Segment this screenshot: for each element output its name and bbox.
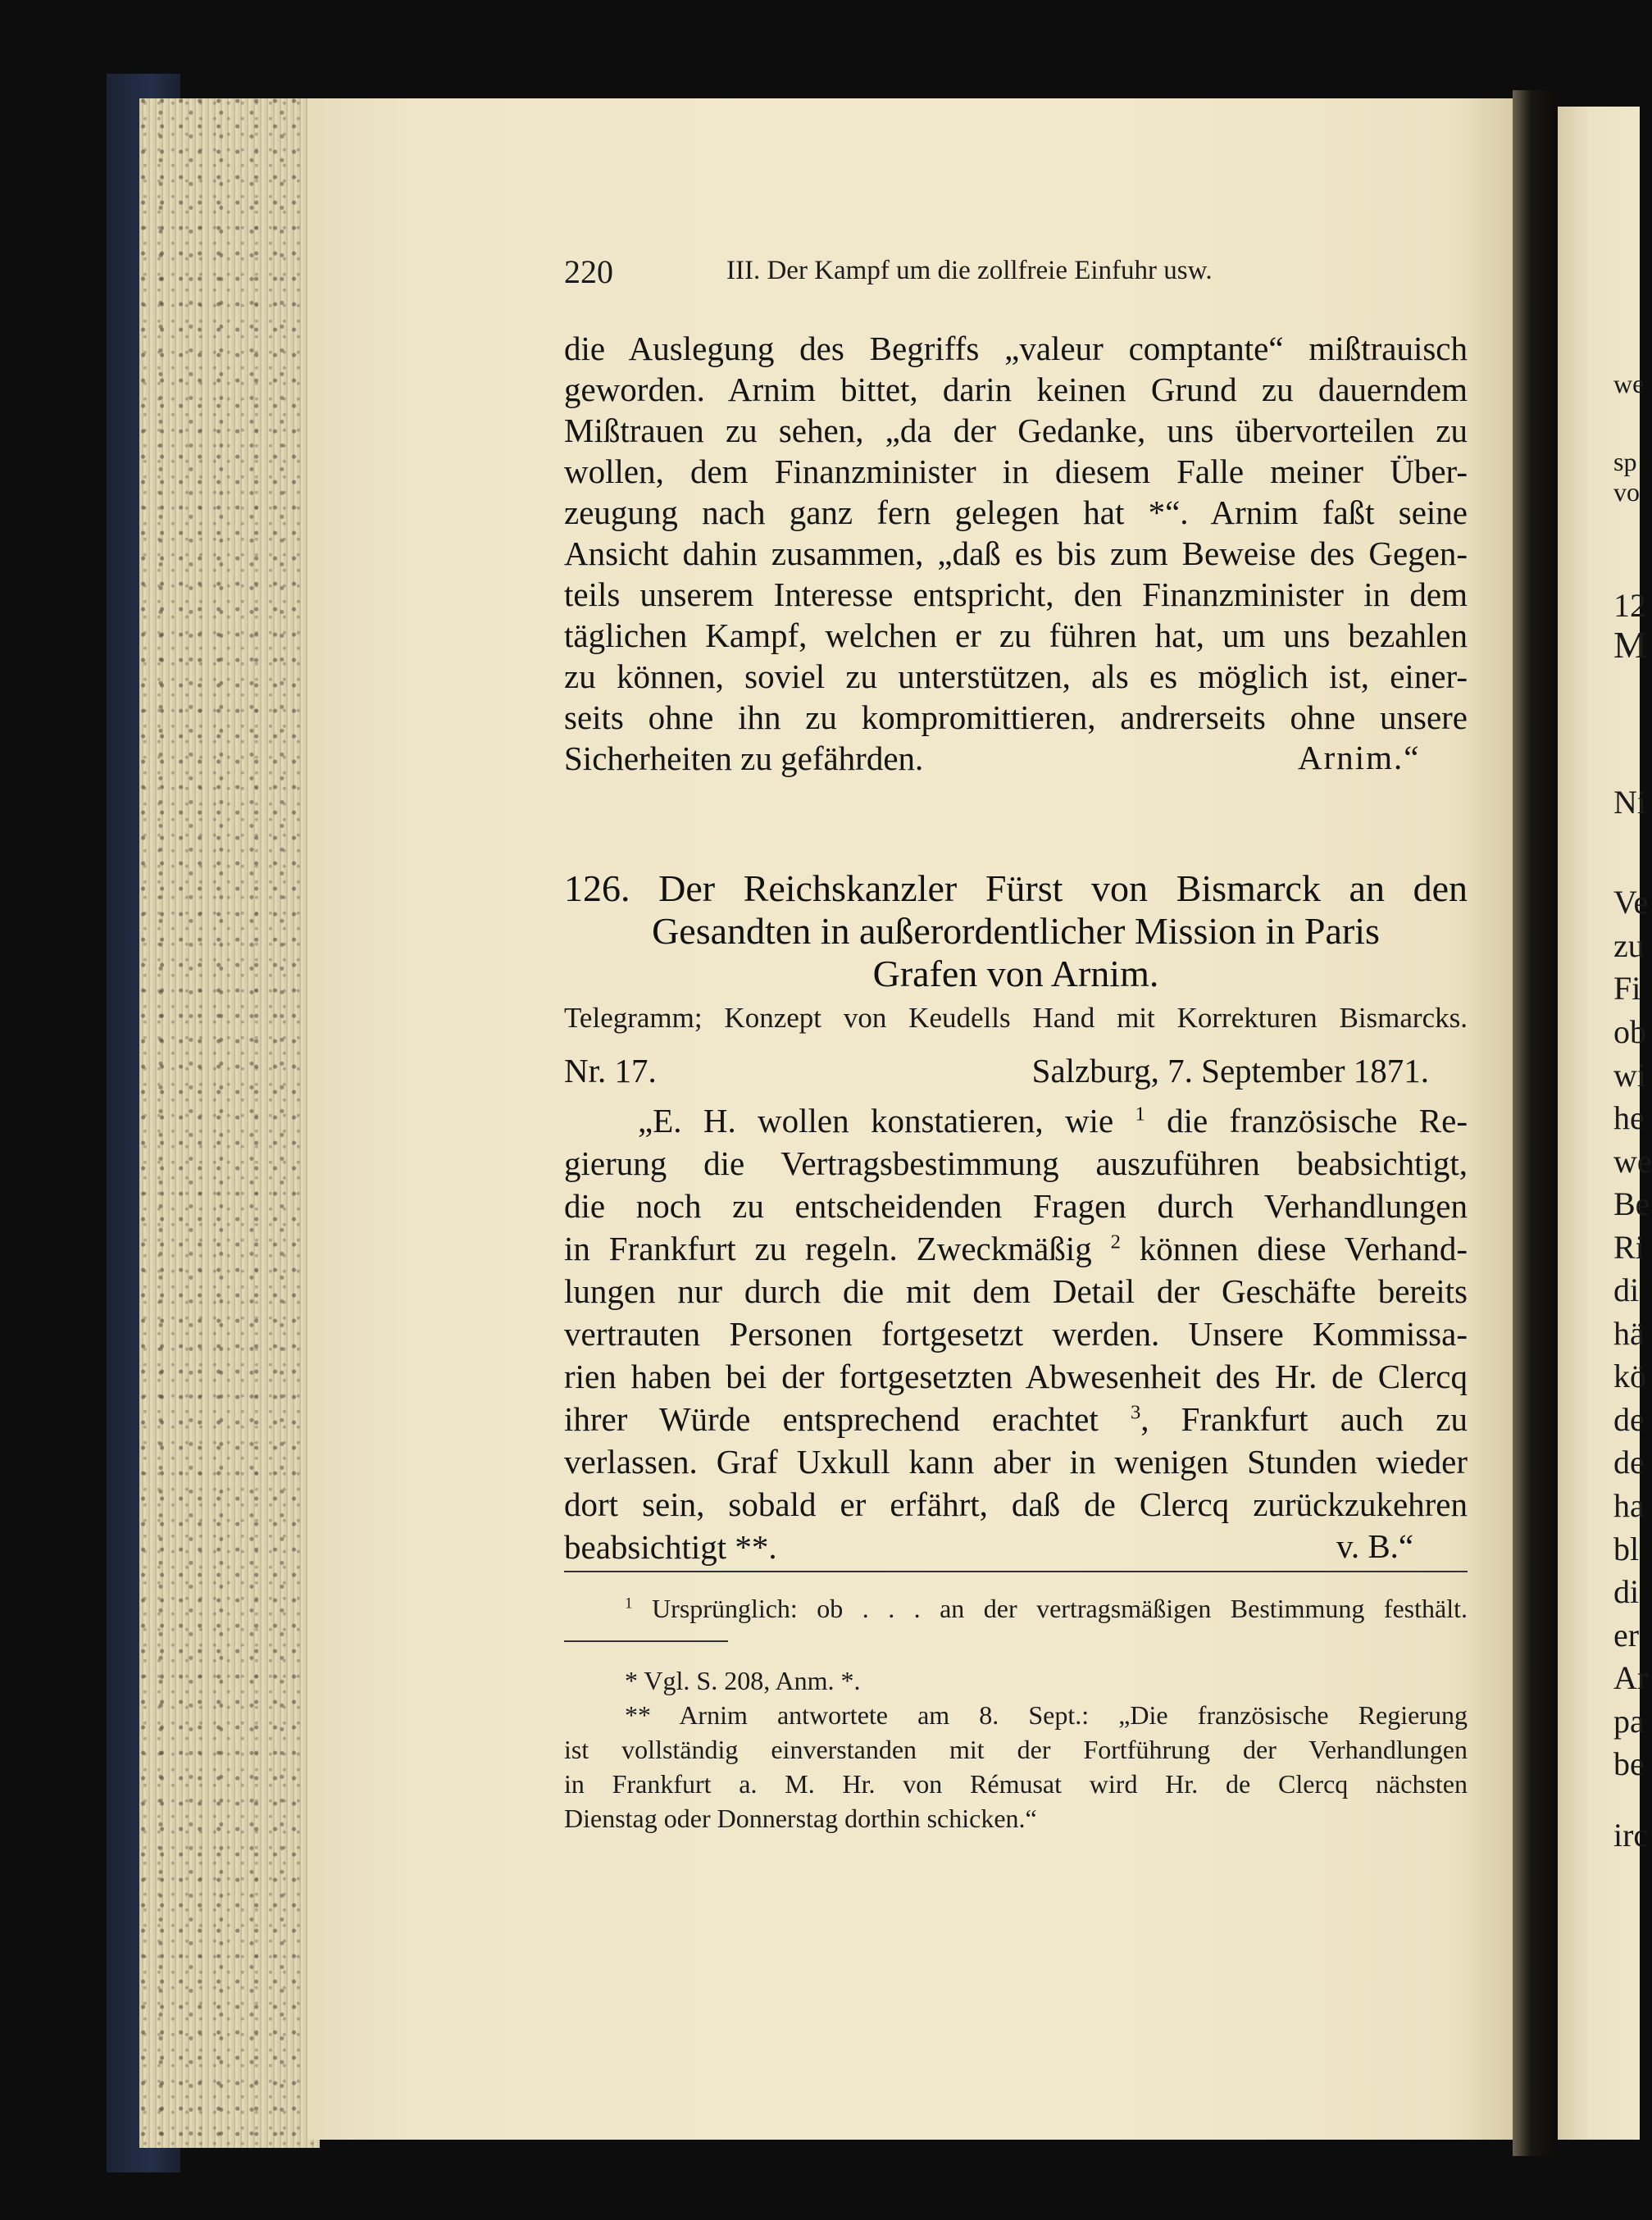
facing-fragment: Be (1613, 1185, 1650, 1222)
facing-fragment: di (1613, 1573, 1640, 1610)
facing-fragment: we (1613, 1143, 1652, 1180)
page-block-edge (139, 98, 320, 2148)
facing-fragment: 12 (1613, 587, 1646, 624)
text-line: Ansicht dahin zusammen, „daß es bis zum Beweise des Gegen- (564, 535, 1468, 572)
document-number: Nr. 17. (564, 1052, 657, 1090)
facing-fragment: kö (1613, 1358, 1646, 1394)
footnote-star2: ist vollständig einverstanden mit der Fortführung der Verhandlungen (564, 1735, 1468, 1764)
footnote-star2: ** Arnim antwortete am 8. Sept.: „Die französische Regierung (625, 1700, 1468, 1730)
running-title: III. Der Kampf um die zollfreie Einfuhr usw. (726, 256, 1213, 285)
facing-fragment: pa (1613, 1703, 1645, 1740)
text-line (564, 1399, 1468, 1440)
text-segment: in Frankfurt zu regeln. Zweckmäßig (564, 1230, 1092, 1267)
text-line: seits ohne ihn zu kompromittieren, andrerseits ohne unsere (564, 698, 1468, 736)
footnote-ref: 2 (1110, 1231, 1121, 1253)
document-heading: Gesandten in außerordentlicher Mission in Paris (652, 910, 1380, 952)
facing-fragment: Ve (1613, 884, 1649, 921)
facing-fragment: Ri (1613, 1229, 1645, 1266)
footnote-mark: 1 (625, 1594, 633, 1613)
text-line: zu können, soviel zu unterstützen, als es möglich ist, einer- (564, 657, 1468, 695)
signature-vb: v. B.“ (1336, 1527, 1414, 1565)
text-line: die Auslegung des Begriffs „valeur comptante“ mißtrauisch (564, 330, 1468, 367)
text-line: vertrauten Personen fortgesetzt werden. Unsere Kommissa- (564, 1315, 1468, 1353)
facing-fragment: sp (1613, 447, 1637, 476)
text-line: täglichen Kampf, welchen er zu führen hat, um uns bezahlen (564, 616, 1468, 654)
text-line: teils unserem Interesse entspricht, den Finanzminister in dem (564, 575, 1468, 613)
text-segment: können diese Verhand- (1139, 1230, 1468, 1267)
facing-fragment: Fi (1613, 970, 1641, 1007)
facing-page (1558, 107, 1652, 2140)
footnote-rule (564, 1571, 1468, 1572)
facing-fragment: de (1613, 1444, 1645, 1481)
running-header (564, 252, 1213, 291)
facing-fragment: we (1613, 369, 1645, 398)
text-line: zeugung nach ganz fern gelegen hat *“. Arnim faßt seine (564, 494, 1468, 531)
footnote-rule-short (564, 1640, 728, 1642)
footnote-star2: Dienstag oder Donnerstag dorthin schicken.“ (564, 1804, 1037, 1833)
text-line: die noch zu entscheidenden Fragen durch Verhandlungen (564, 1187, 1468, 1225)
facing-fragment: wi (1613, 1057, 1646, 1094)
text-line: Sicherheiten zu gefährden. (564, 739, 924, 777)
facing-fragment: er (1613, 1617, 1640, 1654)
text-segment: die französische Re- (1167, 1102, 1468, 1140)
facing-fragment: be (1613, 1745, 1645, 1782)
place-date: Salzburg, 7. September 1871. (1031, 1052, 1429, 1090)
facing-fragment: Ni (1613, 784, 1646, 821)
footnote-ref: 3 (1130, 1401, 1141, 1424)
facing-fragment: M (1613, 624, 1647, 666)
facing-fragment: irc (1613, 1817, 1649, 1854)
facing-fragment: hä (1613, 1315, 1645, 1352)
document-heading: Grafen von Arnim. (872, 953, 1159, 994)
facing-fragment: di (1613, 1271, 1640, 1308)
text-line: rien haben bei der fortgesetzten Abwesenheit des Hr. de Clercq (564, 1358, 1468, 1395)
footnote-ref: 1 (1135, 1103, 1145, 1126)
facing-fragment: ob (1613, 1013, 1646, 1050)
page-number: 220 (564, 253, 613, 290)
text-line: wollen, dem Finanzminister in diesem Falle meiner Über- (564, 453, 1468, 490)
text-line: beabsichtigt **. (564, 1528, 777, 1566)
text-line: gierung die Vertragsbestimmung auszuführen beabsichtigt, (564, 1144, 1468, 1182)
text-line (564, 1228, 1468, 1269)
footnote-star1: * Vgl. S. 208, Anm. *. (625, 1666, 861, 1695)
text-segment: ihrer Würde entsprechend erachtet (564, 1400, 1099, 1438)
text-line: geworden. Arnim bittet, darin keinen Grund zu dauerndem (564, 371, 1468, 408)
facing-fragment: he (1613, 1099, 1645, 1136)
book-gutter (1513, 90, 1558, 2156)
signature-arnim: Arnim.“ (1298, 739, 1421, 776)
document-heading: 126. Der Reichskanzler Fürst von Bismarck an den (564, 867, 1468, 909)
facing-fragment: zu (1613, 927, 1645, 964)
footnote-text: Ursprünglich: ob . . . an der vertragsmäßigen Bestimmung festhält. (652, 1594, 1468, 1623)
document-subtitle: Telegramm; Konzept von Keudells Hand mit Korrekturen Bismarcks. (564, 1002, 1468, 1034)
text-line: dort sein, sobald er erfährt, daß de Clercq zurückzukehren (564, 1485, 1468, 1523)
text-line (638, 1100, 1468, 1141)
footnote-1 (625, 1592, 1468, 1625)
facing-fragment: ha (1613, 1487, 1645, 1524)
text-segment: „E. H. wollen konstatieren, wie (638, 1102, 1114, 1140)
text-line: Mißtrauen zu sehen, „da der Gedanke, uns übervorteilen zu (564, 412, 1468, 449)
facing-fragment: vo (1613, 477, 1640, 507)
facing-fragment: bl (1613, 1531, 1640, 1567)
footnote-star2: in Frankfurt a. M. Hr. von Rémusat wird Hr. de Clercq nächsten (564, 1769, 1468, 1799)
text-segment: , Frankfurt auch zu (1140, 1400, 1468, 1438)
document-meta (564, 1051, 1429, 1090)
text-line: lungen nur durch die mit dem Detail der Geschäfte bereits (564, 1272, 1468, 1310)
text-line: verlassen. Graf Uxkull kann aber in wenigen Stunden wieder (564, 1443, 1468, 1481)
facing-fragment: Ar (1613, 1659, 1649, 1696)
facing-fragment: de (1613, 1401, 1645, 1438)
